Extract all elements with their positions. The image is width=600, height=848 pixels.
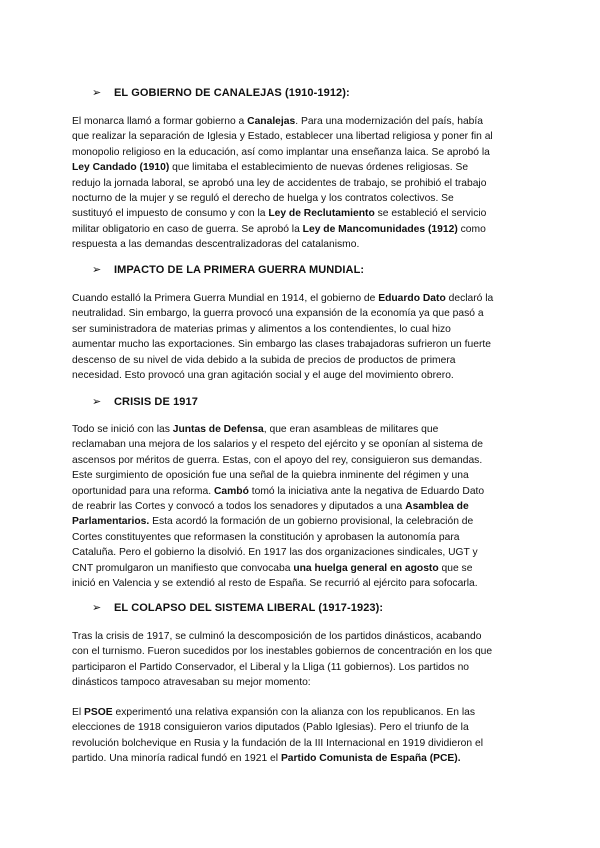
paragraph [72,629,528,691]
text-run: participaron el Partido Conservador, el Liberal y la Lliga (11 gobiernos). Los partidos no [72,661,470,673]
section-heading-colapso-liberal [92,601,383,615]
paragraph [72,422,528,591]
paragraph [72,114,528,253]
arrow-bullet-icon: ➢ [92,264,102,276]
text-line [72,114,528,129]
text-run: que se [438,562,473,574]
text-line [72,499,528,514]
paragraph [72,705,528,767]
text-run: de reabrir las Cortes y convocó a todos los senadores y diputados a una [72,500,406,512]
text-run: ser suministradora de materias primas y alimentos a los contendientes, lo cual hizo [72,323,451,335]
text-run: Todo se inició con las [72,424,173,435]
bold-term: Ley de Reclutamiento [268,208,375,220]
text-run: Esta acordó la formación de un gobierno provisional, la celebración de [149,516,474,528]
bold-term: Ley Candado (1910) [72,162,170,174]
bold-term: Partido Comunista de España (PCE). [280,753,461,765]
text-run: , que eran asambleas de militares que [263,424,439,435]
text-line [72,368,528,383]
bold-term: PSOE [84,707,113,718]
text-run: como [457,223,486,235]
bold-term: Cambó [213,485,249,497]
text-run: inició en Valencia y se extendió al resto de España. Se recurrió al ejército para sofocarla. [72,577,478,589]
text-run: aumentar mucho las exportaciones. Sin embargo las clases trabajadoras sufrieron un fuerte [72,339,491,351]
text-run: neutralidad. Sin embargo, la guerra provocó una expansión de la economía ya que pasó a [72,308,484,320]
text-run: descenso de su nivel de vida debido a la subida de precios de productos de primera [72,354,456,366]
text-run: Cataluña. Pero el gobierno la disolvió. En 1917 las dos organizaciones sindicales, UGT y [72,547,478,559]
bold-term: Parlamentarios. [72,516,150,528]
text-run: Tras la crisis de 1917, se culminó la descomposición de los partidos dinásticos, acabando [72,631,482,642]
text-run: Cuando estalló la Primera Guerra Mundial en 1914, el gobierno de [72,293,379,304]
text-run: oportunidad para una reforma. [72,485,214,497]
text-line [72,291,528,306]
text-line [72,629,528,644]
text-run: sustituyó el impuesto de consumo y con la [72,208,269,220]
text-line [72,176,528,191]
text-run: que limitaba el establecimiento de nuevas órdenes religiosas. Se [169,162,469,174]
text-run: CNT promulgaron un manifiesto que convocaba [72,562,294,574]
text-run: militar obligatorio en caso de guerra. Se aprobó la [72,223,303,235]
text-line [72,514,528,529]
text-run: redujo la jornada laboral, se aprobó una ley de accidentes de trabajo, se prohibió el trabajo [72,177,487,189]
text-run: que realizar la separación de Iglesia y Estado, establecer una libertad religiosa y poner fin al [72,131,493,143]
text-line [72,337,528,352]
text-line [72,644,528,659]
text-line [72,453,528,468]
paragraph [72,291,528,383]
text-run: nocturno de la mujer y se reguló el derecho de huelga y los contratos colectivos. Se [72,192,454,204]
text-line [72,222,528,237]
arrow-bullet-icon: ➢ [92,602,102,614]
text-line [72,237,528,252]
bold-term: Canalejas [247,116,296,127]
text-line [72,530,528,545]
text-run: necesidad. Esto provocó una gran agitación social y el auge del movimiento obrero. [72,369,454,381]
text-run: experimentó una relativa expansión con la alianza con los republicanos. En las [112,707,475,718]
text-run: se estableció el servicio [374,208,487,220]
text-run: dinásticos tampoco atravesaban su mejor momento: [72,677,311,689]
text-run: Cortes constituyentes que reformasen la constitución y aprobasen la autonomía para [72,531,460,543]
text-line [72,145,528,160]
text-run: Este surgimiento de oposición fue una señal de la quiebra inminente del régimen y una [72,470,469,482]
text-line [72,191,528,206]
text-run: respuesta a las demandas descentralizadoras del catalanismo. [72,239,360,251]
text-line [72,576,528,591]
text-line [72,129,528,144]
text-line [72,206,528,221]
section-heading-crisis-1917 [92,395,198,409]
text-line [72,545,528,560]
text-line [72,322,528,337]
text-line [72,422,528,437]
text-run: . Para una modernización del país, había [295,116,483,127]
text-run: El monarca llamó a formar gobierno a [72,116,248,127]
bold-term: Juntas de Defensa [172,424,264,435]
text-line [72,353,528,368]
text-line [72,561,528,576]
section-title: CRISIS DE 1917 [114,396,198,408]
text-line [72,705,528,720]
text-line [72,484,528,499]
text-run: revolución bolchevique en Rusia y la fundación de la III Internacional en 1919 dividieron el [72,737,484,749]
bold-term: una huelga general en agosto [293,562,439,574]
text-run: tomó la iniciativa ante la negativa de Eduardo Dato [248,485,485,497]
text-line [72,751,528,766]
text-line [72,468,528,483]
text-run: con el turnismo. Fueron sucedidos por los inestables gobiernos de concentración en los que [72,646,493,658]
text-run: reclamaban una mejora de los salarios y el respeto del ejército y se oponían al sistema de [72,439,483,451]
bold-term: Ley de Mancomunidades (1912) [302,223,458,235]
text-line [72,720,528,735]
text-run: elecciones de 1918 consiguieron varios diputados (Pablo Iglesias). Pero el triunfo de la [72,722,469,734]
bold-term: Asamblea de [405,500,469,512]
text-run: partido. Una minoría radical fundó en 1921 el [72,753,281,765]
arrow-bullet-icon: ➢ [92,396,102,408]
bold-term: Eduardo Dato [378,293,446,304]
arrow-bullet-icon: ➢ [92,87,102,99]
text-run: declaró la [445,293,494,304]
text-line [72,160,528,175]
text-line [72,306,528,321]
text-run: El [72,707,85,718]
text-line [72,736,528,751]
section-title: IMPACTO DE LA PRIMERA GUERRA MUNDIAL: [114,264,365,276]
text-run: ascensos por méritos de guerra. Estas, con el apoyo del rey, consiguieron sus demandas. [72,454,483,466]
text-line [72,437,528,452]
section-heading-primera-guerra [92,263,364,277]
text-line [72,660,528,675]
section-title: EL GOBIERNO DE CANALEJAS (1910-1912): [114,87,350,99]
text-run: monopolio religioso en la educación, así como implantar una enseñanza laica. Se aprobó la [72,146,490,158]
section-heading-canalejas [92,86,350,100]
section-title: EL COLAPSO DEL SISTEMA LIBERAL (1917-1923): [114,602,384,614]
text-line [72,675,528,690]
